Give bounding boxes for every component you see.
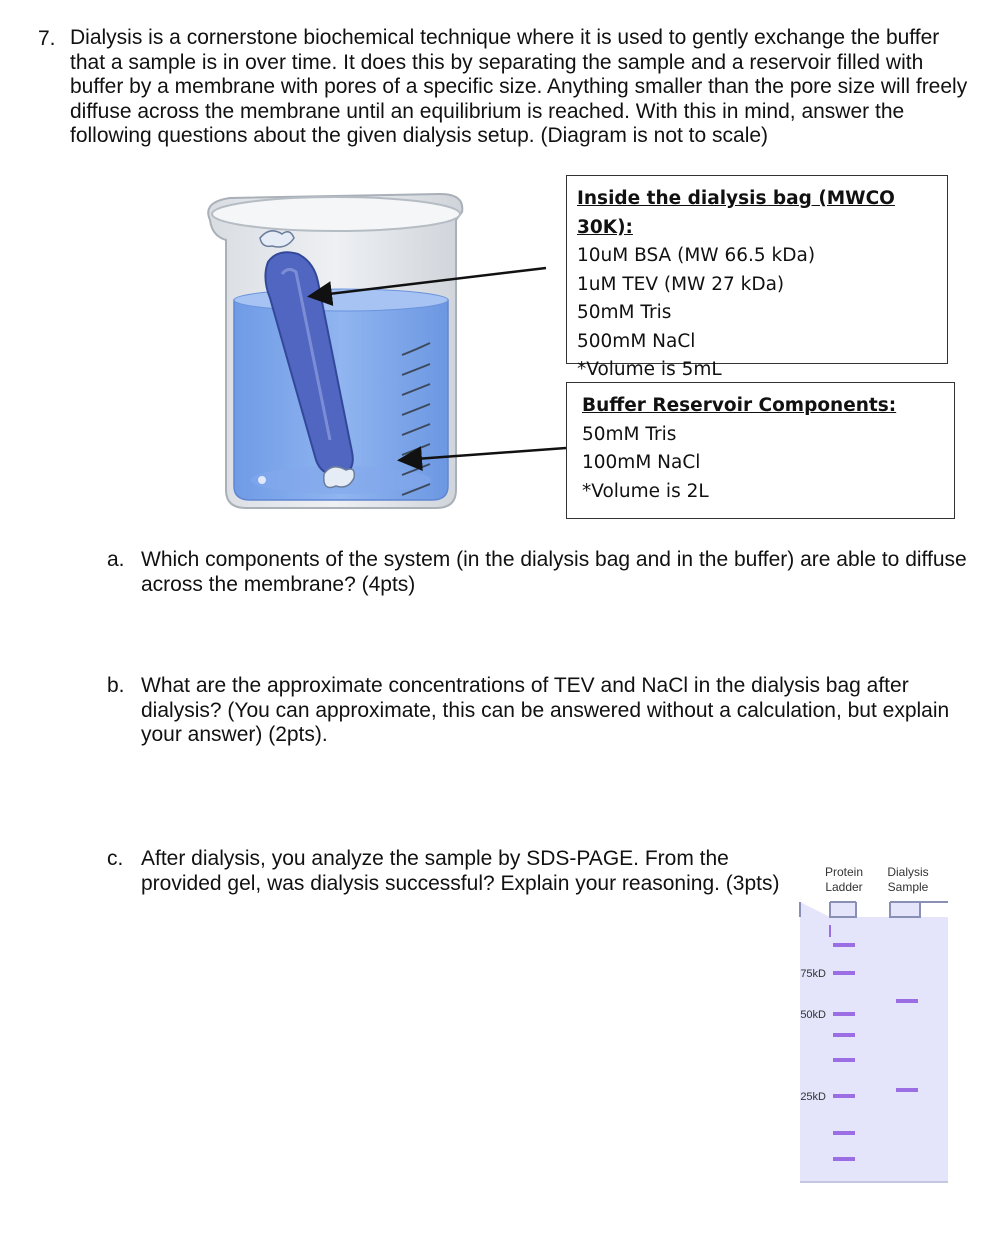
ladder-band-5	[833, 1058, 855, 1062]
arrow-to-dialysis-bag	[312, 268, 546, 296]
question-number: 7.	[38, 27, 56, 50]
dialysis-bag-contents-box	[566, 175, 948, 380]
part-c-text: After dialysis, you analyze the sample by SDS-PAGE. From the provided gel, was dialysis successful? Explain your reasoning. (3pts)	[141, 847, 780, 895]
bag-item-bsa: 10uM BSA (MW 66.5 kDa)	[577, 245, 816, 266]
marker-label-25kd: 25kD	[800, 1091, 826, 1103]
arrow-to-buffer-reservoir	[402, 448, 566, 460]
dialysis-bag-title: Inside the dialysis bag (MWCO 30K):	[577, 188, 895, 238]
marker-label-75kd: 75kD	[800, 968, 826, 980]
part-c-label: c.	[107, 847, 124, 870]
lane2-label-line1: Dialysis	[887, 865, 929, 879]
ladder-band-8	[833, 1157, 855, 1161]
sample-band-tev	[896, 1088, 918, 1092]
gel-body	[800, 917, 948, 1182]
reservoir-item-nacl: 100mM NaCl	[582, 452, 701, 473]
reservoir-item-tris: 50mM Tris	[582, 423, 677, 445]
ladder-band-1	[833, 943, 855, 947]
ladder-band-50kd	[833, 1012, 855, 1016]
lane1-label-line2: Ladder	[825, 880, 863, 894]
ladder-band-4	[833, 1033, 855, 1037]
sds-page-gel	[790, 855, 960, 1190]
ladder-band-25kd	[833, 1094, 855, 1098]
marker-label-50kd: 50kD	[800, 1009, 826, 1021]
part-b-text: What are the approximate concentrations of TEV and NaCl in the dialysis bag after dialysis? (You can approximate, this can be answered without a calculation, but explain your answer) (2pts).	[141, 674, 950, 746]
ladder-band-7	[833, 1131, 855, 1135]
sample-band-bsa	[896, 999, 918, 1003]
bag-item-volume: *Volume is 5mL	[577, 359, 722, 380]
part-a-label: a.	[107, 548, 125, 571]
question-text: Dialysis is a cornerstone biochemical technique where it is used to gently exchange the buffer that a sample is in over time. It does this by separating the sample and a reservoir filled with buffer by a membrane with pores of a specific size. Anything smaller than the pore size will freely diffuse across the membrane until an equilibrium is reached. With this in mind, answer the following questions about the given dialysis setup. (Diagram is not to scale)	[70, 26, 968, 147]
lane2-label-line2: Sample	[887, 880, 929, 894]
reservoir-item-volume: *Volume is 2L	[582, 480, 709, 502]
part-a-text: Which components of the system (in the dialysis bag and in the buffer) are able to diffuse across the membrane? (4pts)	[141, 548, 967, 596]
ladder-band-75kd	[833, 971, 855, 975]
buffer-reservoir-box	[566, 382, 955, 519]
bag-item-tev: 1uM TEV (MW 27 kDa)	[577, 273, 785, 295]
lane1-label-line1: Protein	[824, 865, 864, 879]
reservoir-title: Buffer Reservoir Components:	[582, 395, 897, 416]
part-b-label: b.	[107, 674, 125, 697]
bag-item-tris: 50mM Tris	[577, 302, 672, 323]
bag-item-nacl: 500mM NaCl	[577, 330, 696, 352]
